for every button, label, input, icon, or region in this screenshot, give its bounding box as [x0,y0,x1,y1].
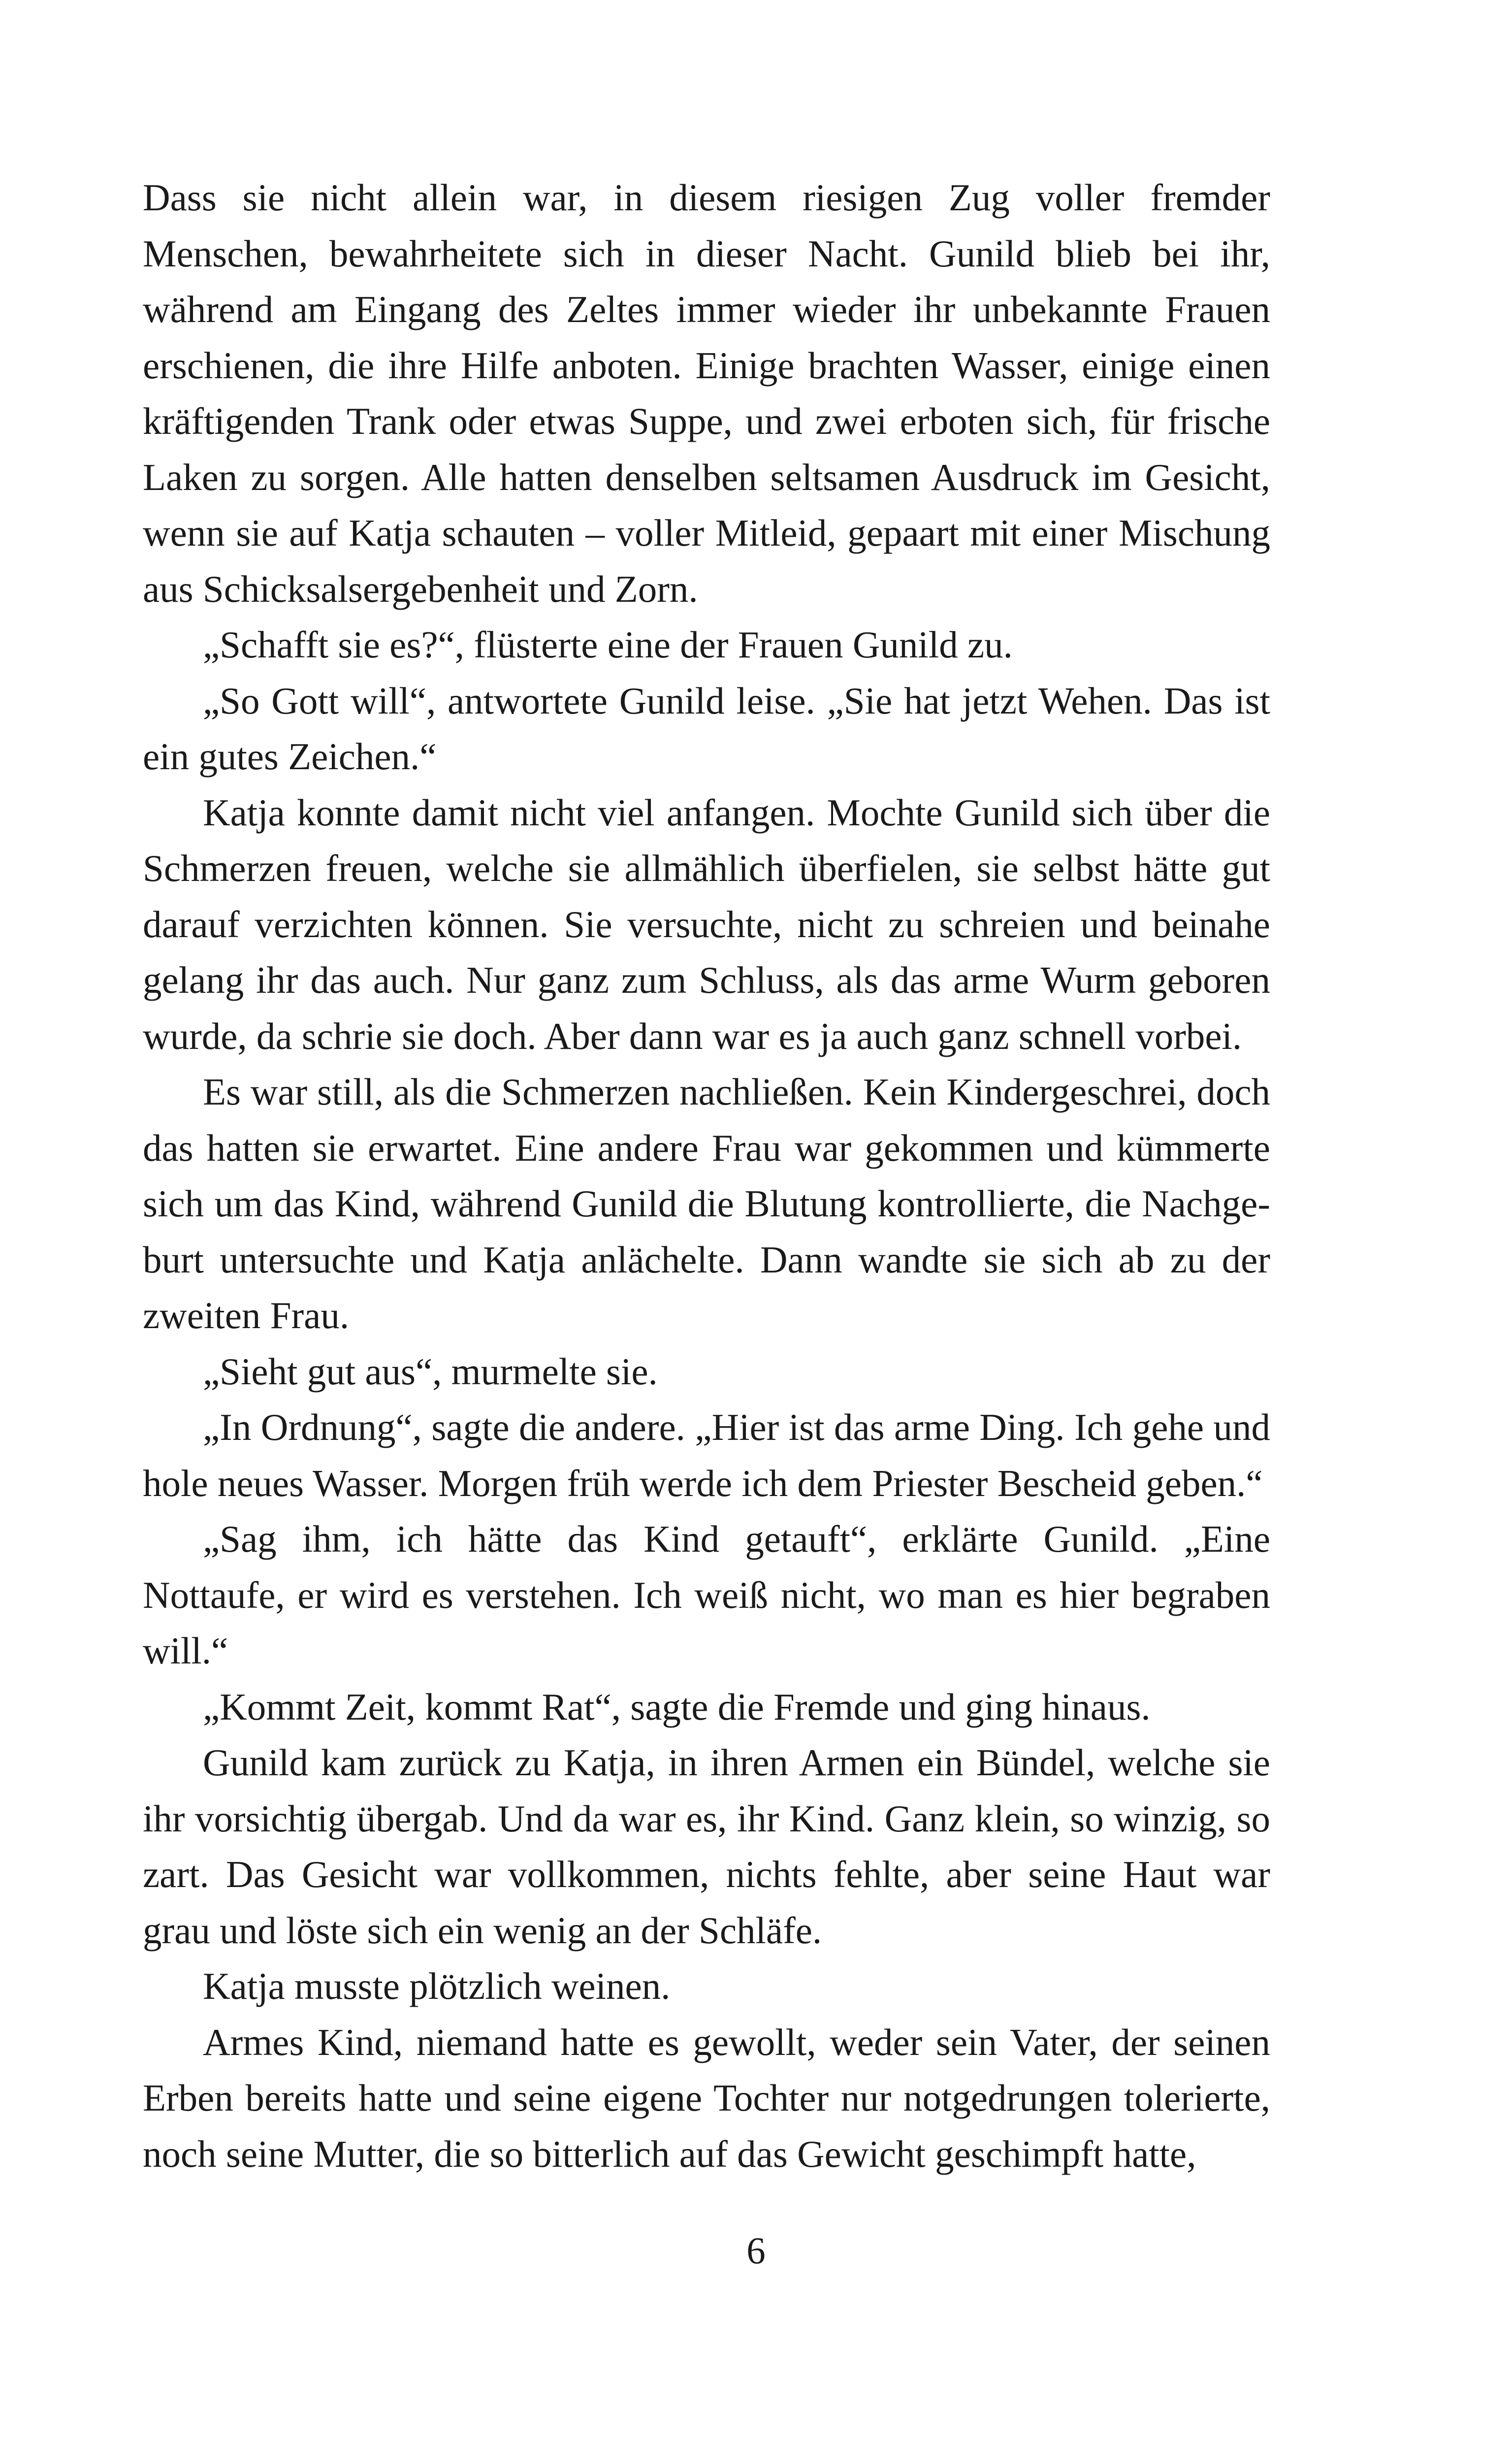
paragraph: Es war still, als die Schmerzen nachließen. Kein Kindergeschrei, doch das hatten sie erwartet. Eine andere Frau war gekommen und kümmerte sich um das Kind, während Gunild die Blutung kontrollierte, die Nachgeburt untersuchte und Katja anlächelte. Dann wandte sie sich ab zu der zweiten Frau. [143,1071,1270,1336]
page-number: 6 [746,2229,766,2272]
paragraph: Dass sie nicht allein war, in diesem riesigen Zug voller fremder Menschen, bewahrheitete sich in dieser Nacht. Gunild blieb bei ihr, während am Eingang des Zeltes immer wieder ihr unbekannte Frauen erschienen, die ihre Hilfe anboten. Einige brachten Wasser, einige einen kräftigenden Trank oder etwas Suppe, und zwei erboten sich, für frische Laken zu sorgen. Alle hatten denselben seltsamen Ausdruck im Gesicht, wenn sie auf Katja schauten – voller Mitleid, gepaart mit einer Mischung aus Schicksalsergebenheit und Zorn. [143,176,1270,610]
paragraph: „Schafft sie es?“, flüsterte eine der Frauen Gunild zu. [203,623,1013,666]
paragraph: „Sag ihm, ich hätte das Kind getauft“, erklärte Gunild. „Eine Nottaufe, er wird es verstehen. Ich weiß nicht, wo man es hier begraben will.“ [143,1518,1270,1672]
paragraph: „In Ordnung“, sagte die andere. „Hier ist das arme Ding. Ich gehe und hole neues Wasser. Morgen früh werde ich dem Priester Bescheid geben.“ [143,1406,1270,1504]
paragraph: „So Gott will“, antwortete Gunild leise. „Sie hat jetzt Wehen. Das ist ein gutes Zeichen.“ [143,679,1270,778]
body-text [143,170,1270,2182]
paragraph: Katja musste plötzlich weinen. [203,1965,671,2007]
paragraph: Armes Kind, niemand hatte es gewollt, weder sein Vater, der seinen Erben bereits hatte und seine eigene Tochter nur notgedrungen tolerierte, noch seine Mutter, die so bitterlich auf das Gewicht geschimpft hatte, [143,2020,1270,2175]
paragraph: Katja konnte damit nicht viel anfangen. Mochte Gunild sich über die Schmerzen freuen, welche sie allmählich überfielen, sie selbst hätte gut darauf verzichten können. Sie versuchte, nicht zu schreien und beinahe gelang ihr das auch. Nur ganz zum Schluss, als das arme Wurm geboren wurde, da schrie sie doch. Aber dann war es ja auch ganz schnell vorbei. [143,791,1270,1057]
paragraph: „Kommt Zeit, kommt Rat“, sagte die Fremde und ging hinaus. [203,1685,1151,1728]
paragraph: Gunild kam zurück zu Katja, in ihren Armen ein Bündel, welche sie ihr vorsichtig übergab. Und da war es, ihr Kind. Ganz klein, so winzig, so zart. Das Gesicht war vollkommen, nichts fehlte, aber seine Haut war grau und löste sich ein wenig an der Schläfe. [143,1741,1270,1952]
paragraph: „Sieht gut aus“, murmelte sie. [203,1350,658,1393]
